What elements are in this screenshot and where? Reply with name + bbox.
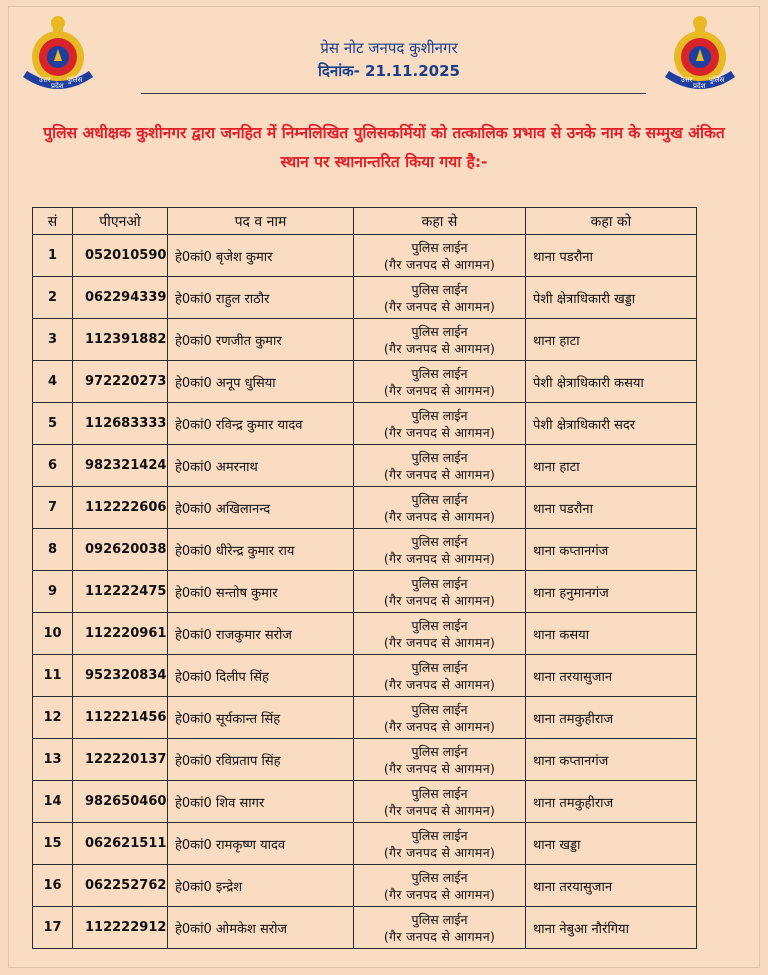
rank-name-cell: हे0कां0 अखिलानन्द [168,487,354,529]
from-location: पुलिस लाईन [411,407,468,423]
serial-cell: 5 [33,403,73,445]
rank-name-cell: हे0कां0 शिव सागर [168,781,354,823]
pno-cell: 112222606 [73,487,168,529]
column-header-serial: सं [33,208,73,235]
header-divider [141,93,646,94]
rank-name-cell: हे0कां0 अनूप धुसिया [168,361,354,403]
to-cell: पेशी क्षेत्राधिकारी सदर [526,403,697,445]
pno-cell: 062621511 [73,823,168,865]
table-row [33,865,697,907]
from-location: पुलिस लाईन [411,785,468,801]
from-cell [354,487,526,529]
table-header-row [33,208,697,235]
svg-text:उत्तर: उत्तर [39,76,51,84]
transfer-table [32,207,697,949]
pno-cell: 982321424 [73,445,168,487]
up-police-emblem-right [659,11,741,99]
rank-name-cell: हे0कां0 ओमकेश सरोज [168,907,354,949]
serial-cell: 15 [33,823,73,865]
table-row [33,907,697,949]
rank-name-cell: हे0कां0 धीरेन्द्र कुमार राय [168,529,354,571]
pno-cell: 952320834 [73,655,168,697]
from-cell [354,907,526,949]
to-cell: थाना तमकुहीराज [526,781,697,823]
serial-cell: 8 [33,529,73,571]
from-note: (गैर जनपद से आगमन) [383,886,496,902]
to-cell: पेशी क्षेत्राधिकारी खड्डा [526,277,697,319]
pno-cell: 112220961 [73,613,168,655]
rank-name-cell: हे0कां0 सन्तोष कुमार [168,571,354,613]
svg-text:प्रदेश: प्रदेश [693,82,706,90]
from-cell [354,529,526,571]
table-row [33,529,697,571]
from-cell [354,613,526,655]
from-cell [354,655,526,697]
from-location: पुलिस लाईन [411,617,468,633]
from-cell [354,403,526,445]
to-cell: थाना पडरौना [526,487,697,529]
press-note-header [139,37,639,83]
from-cell [354,235,526,277]
from-cell [354,319,526,361]
to-cell: थाना कसया [526,613,697,655]
serial-cell: 2 [33,277,73,319]
from-location: पुलिस लाईन [411,239,468,255]
pno-cell: 062252762 [73,865,168,907]
svg-text:उत्तर: उत्तर [681,76,693,84]
table-row [33,487,697,529]
pno-cell: 122220137 [73,739,168,781]
from-note: (गैर जनपद से आगमन) [383,592,496,608]
up-police-emblem-left [17,11,99,99]
column-header-from: कहा से [354,208,526,235]
table-row [33,445,697,487]
serial-cell: 9 [33,571,73,613]
rank-name-cell: हे0कां0 रामकृष्ण यादव [168,823,354,865]
from-cell [354,445,526,487]
from-location: पुलिस लाईन [411,701,468,717]
pno-cell: 052010590 [73,235,168,277]
column-header-rank-name: पद व नाम [168,208,354,235]
column-header-pno: पीएनओ [73,208,168,235]
from-cell [354,739,526,781]
from-location: पुलिस लाईन [411,491,468,507]
from-cell [354,571,526,613]
to-cell: थाना हाटा [526,445,697,487]
rank-name-cell: हे0कां0 दिलीप सिंह [168,655,354,697]
from-note: (गैर जनपद से आगमन) [383,298,496,314]
from-cell [354,277,526,319]
to-cell: पेशी क्षेत्राधिकारी कसया [526,361,697,403]
table-row [33,697,697,739]
to-cell: थाना पडरौना [526,235,697,277]
serial-cell: 3 [33,319,73,361]
rank-name-cell: हे0कां0 बृजेश कुमार [168,235,354,277]
to-cell: थाना तमकुहीराज [526,697,697,739]
serial-cell: 7 [33,487,73,529]
serial-cell: 6 [33,445,73,487]
serial-cell: 4 [33,361,73,403]
pno-cell: 112222475 [73,571,168,613]
from-note: (गैर जनपद से आगमन) [383,466,496,482]
from-location: पुलिस लाईन [411,827,468,843]
table-row [33,571,697,613]
table-row [33,361,697,403]
to-cell: थाना तरयासुजान [526,655,697,697]
table-body [33,235,697,949]
table-row [33,235,697,277]
from-location: पुलिस लाईन [411,911,468,927]
serial-cell: 17 [33,907,73,949]
column-header-to: कहा को [526,208,697,235]
to-cell: थाना खड्डा [526,823,697,865]
pno-cell: 112683333 [73,403,168,445]
from-cell [354,361,526,403]
rank-name-cell: हे0कां0 रणजीत कुमार [168,319,354,361]
press-note-page [8,6,760,968]
rank-name-cell: हे0कां0 रविन्द्र कुमार यादव [168,403,354,445]
rank-name-cell: हे0कां0 अमरनाथ [168,445,354,487]
from-note: (गैर जनपद से आगमन) [383,508,496,524]
to-cell: थाना नेबुआ नौरंगिया [526,907,697,949]
rank-name-cell: हे0कां0 राजकुमार सरोज [168,613,354,655]
table-row [33,781,697,823]
from-note: (गैर जनपद से आगमन) [383,760,496,776]
rank-name-cell: हे0कां0 रविप्रताप सिंह [168,739,354,781]
svg-text:पुलिस: पुलिस [709,76,725,84]
to-cell: थाना कप्तानगंज [526,739,697,781]
from-note: (गैर जनपद से आगमन) [383,634,496,650]
svg-text:पुलिस: पुलिस [67,76,83,84]
intro-paragraph: पुलिस अधीक्षक कुशीनगर द्वारा जनहित में निम्नलिखित पुलिसकर्मियों को तत्कालिक प्रभाव से उनके नाम के सम्मुख अंकित स्थान पर स्थानान्तरित किया गया है:- [43,124,725,171]
table-row [33,613,697,655]
table-row [33,403,697,445]
to-cell: थाना तरयासुजान [526,865,697,907]
serial-cell: 10 [33,613,73,655]
pno-cell: 982650460 [73,781,168,823]
serial-cell: 11 [33,655,73,697]
from-location: पुलिस लाईन [411,365,468,381]
pno-cell: 092620038 [73,529,168,571]
from-note: (गैर जनपद से आगमन) [383,424,496,440]
press-note-title: प्रेस नोट जनपद कुशीनगर [320,39,458,57]
to-cell: थाना हाटा [526,319,697,361]
rank-name-cell: हे0कां0 इन्द्रेश [168,865,354,907]
from-cell [354,865,526,907]
from-location: पुलिस लाईन [411,743,468,759]
pno-cell: 112391882 [73,319,168,361]
to-cell: थाना हनुमानगंज [526,571,697,613]
from-location: पुलिस लाईन [411,869,468,885]
from-note: (गैर जनपद से आगमन) [383,844,496,860]
rank-name-cell: हे0कां0 सूर्यकान्त सिंह [168,697,354,739]
from-note: (गैर जनपद से आगमन) [383,382,496,398]
table-row [33,277,697,319]
from-note: (गैर जनपद से आगमन) [383,550,496,566]
pno-cell: 112222912 [73,907,168,949]
from-location: पुलिस लाईन [411,449,468,465]
from-location: पुलिस लाईन [411,575,468,591]
from-cell [354,823,526,865]
from-location: पुलिस लाईन [411,533,468,549]
table-row [33,823,697,865]
from-location: पुलिस लाईन [411,659,468,675]
serial-cell: 16 [33,865,73,907]
from-note: (गैर जनपद से आगमन) [383,340,496,356]
pno-cell: 972220273 [73,361,168,403]
press-note-date: दिनांक- 21.11.2025 [318,62,460,80]
from-cell [354,697,526,739]
pno-cell: 112221456 [73,697,168,739]
from-note: (गैर जनपद से आगमन) [383,256,496,272]
rank-name-cell: हे0कां0 राहुल राठौर [168,277,354,319]
serial-cell: 13 [33,739,73,781]
from-location: पुलिस लाईन [411,281,468,297]
table-row [33,739,697,781]
serial-cell: 1 [33,235,73,277]
serial-cell: 12 [33,697,73,739]
from-note: (गैर जनपद से आगमन) [383,676,496,692]
table-row [33,319,697,361]
table-row [33,655,697,697]
serial-cell: 14 [33,781,73,823]
pno-cell: 062294339 [73,277,168,319]
from-note: (गैर जनपद से आगमन) [383,718,496,734]
from-location: पुलिस लाईन [411,323,468,339]
from-cell [354,781,526,823]
svg-text:प्रदेश: प्रदेश [51,82,64,90]
to-cell: थाना कप्तानगंज [526,529,697,571]
from-note: (गैर जनपद से आगमन) [383,928,496,944]
from-note: (गैर जनपद से आगमन) [383,802,496,818]
